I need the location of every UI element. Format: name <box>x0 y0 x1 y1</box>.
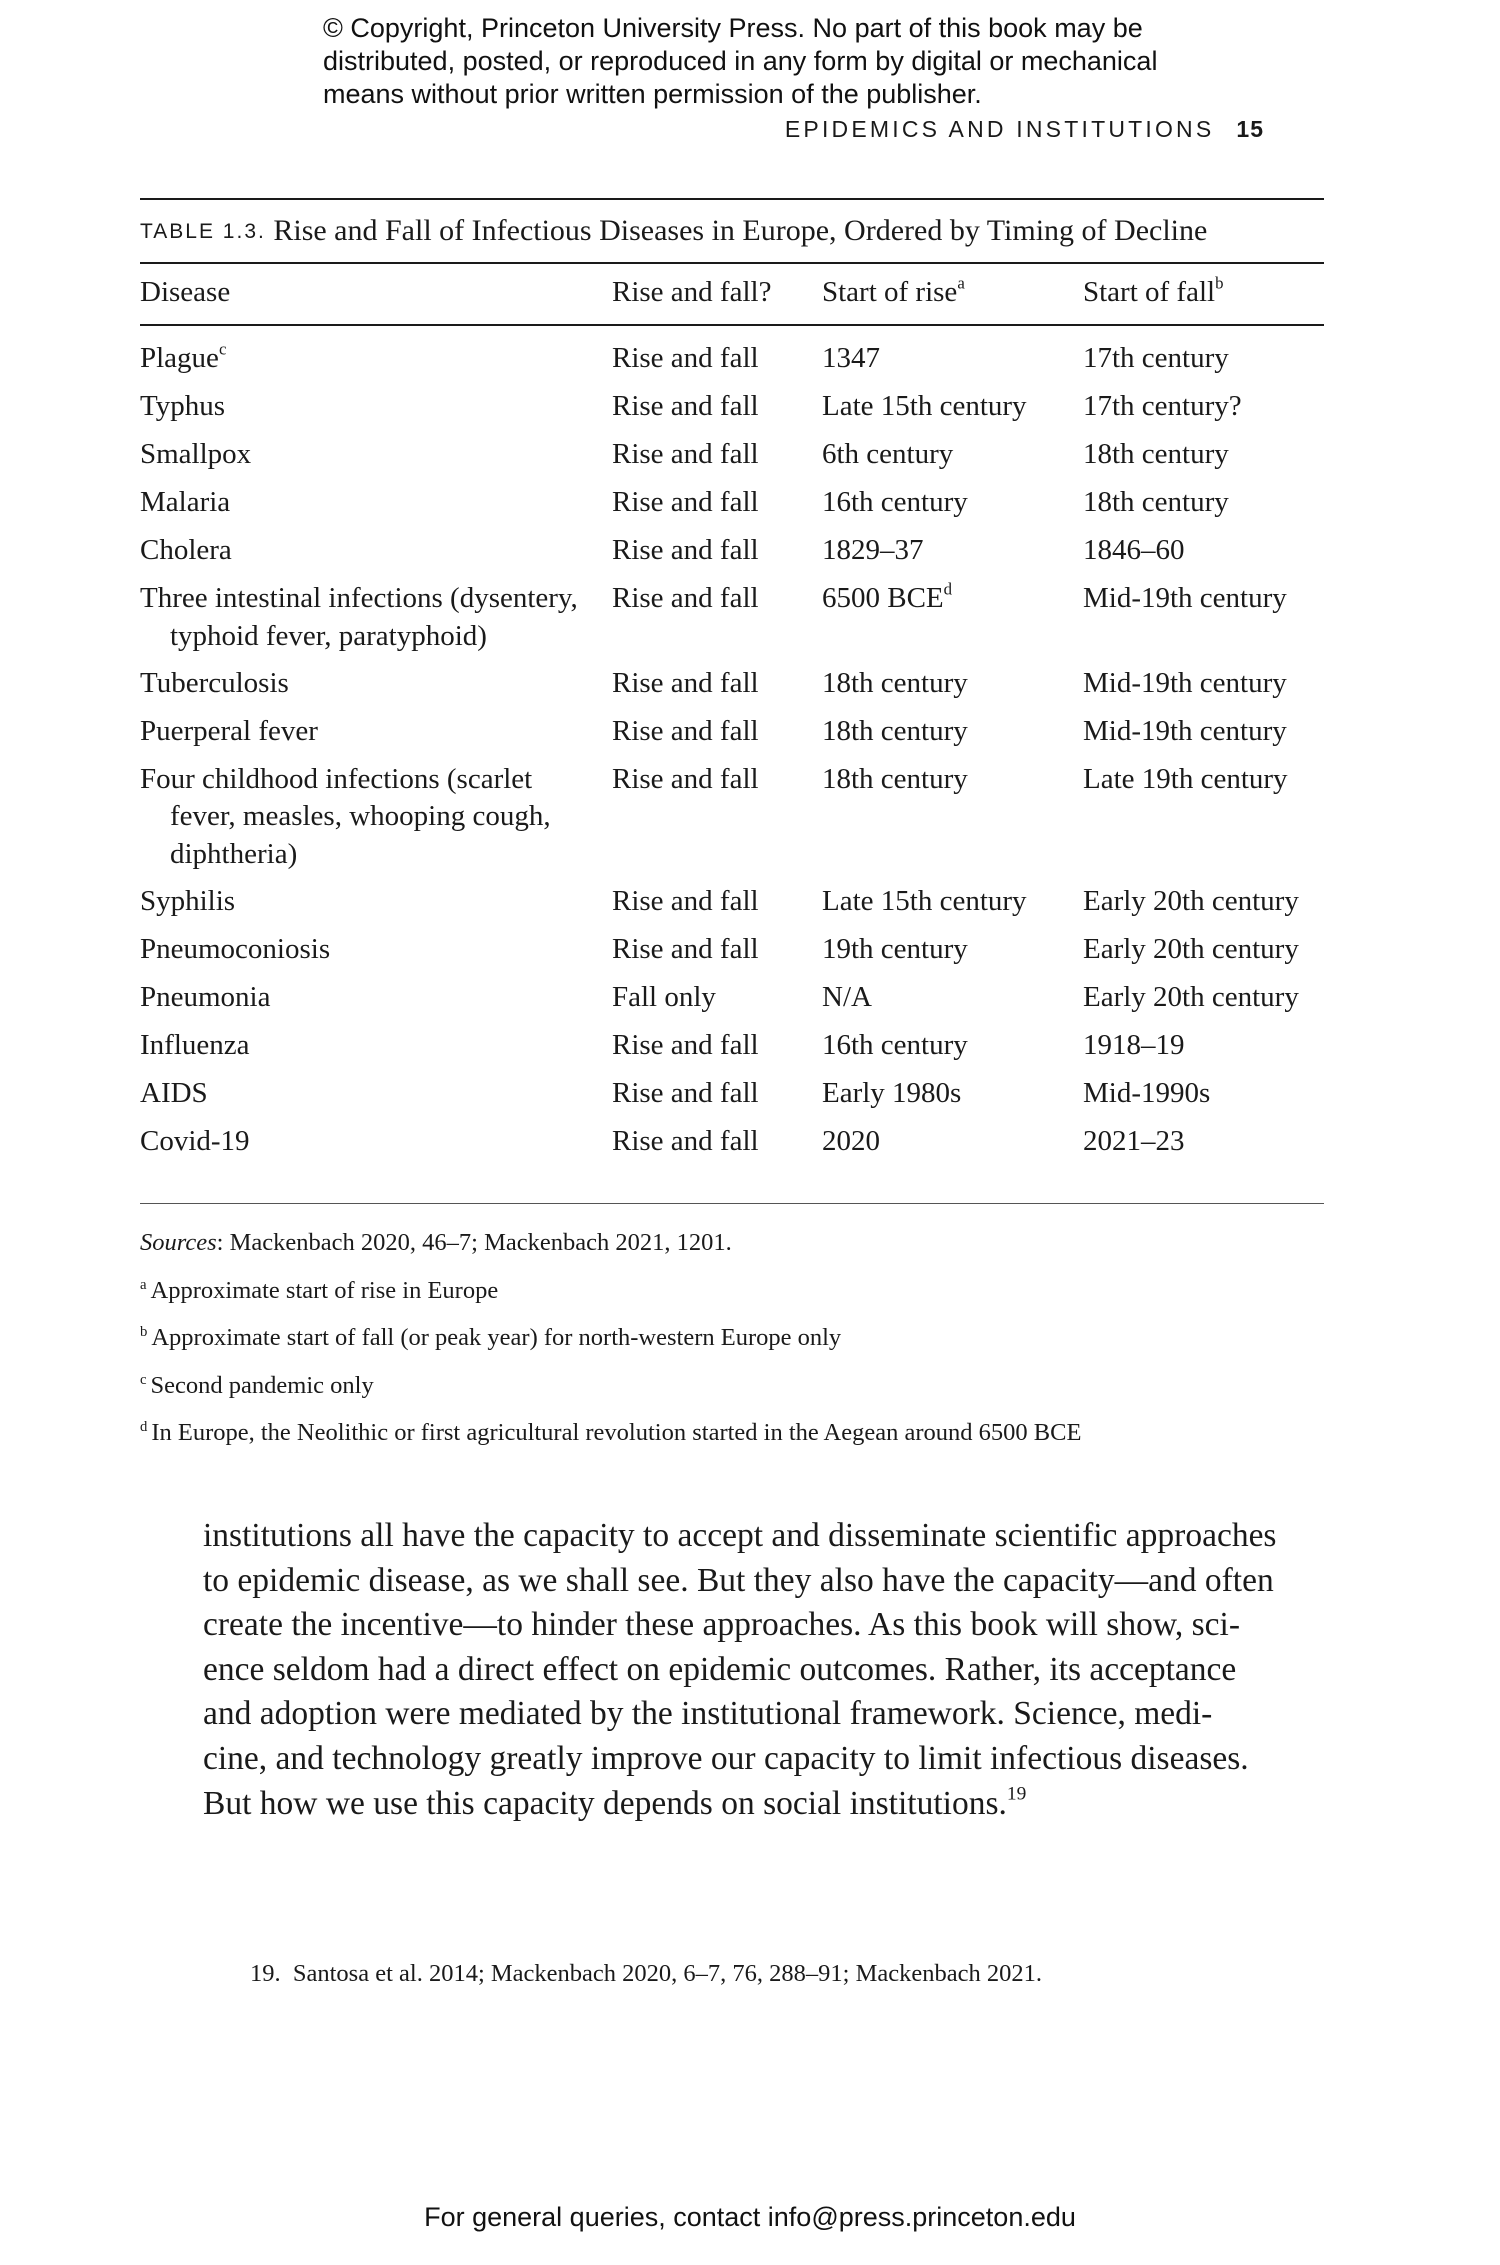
cell-disease <box>140 883 600 921</box>
cell-start-of-fall-text: 17th century? <box>1083 390 1242 422</box>
body-last-line-text: But how we use this capacity depends on social institutions. <box>203 1784 1007 1822</box>
table-caption-text: Rise and Fall of Infectious Diseases in Europe, Ordered by Timing of Decline <box>273 214 1208 247</box>
table-row <box>0 388 1500 426</box>
cell-start-of-rise-text: N/A <box>822 980 872 1013</box>
cell-disease <box>140 761 600 874</box>
table-row <box>0 484 1500 522</box>
table-row <box>0 1027 1500 1065</box>
cell-start-of-fall-text: 2021–23 <box>1083 1124 1185 1157</box>
cell-rise-and-fall <box>612 1075 759 1113</box>
cell-rise-and-fall <box>612 580 759 618</box>
cell-start-of-fall <box>1083 761 1288 799</box>
cell-start-of-fall <box>1083 1075 1210 1113</box>
cell-disease-text: Pneumonia <box>140 980 271 1013</box>
cell-start-of-fall <box>1083 532 1185 570</box>
cell-rise-and-fall-text: Rise and fall <box>612 486 759 518</box>
cell-disease-text: Malaria <box>140 486 231 518</box>
cell-rise-and-fall-text: Rise and fall <box>612 762 759 795</box>
note-a-mark: a <box>140 1276 147 1293</box>
table-row <box>0 761 1500 874</box>
body-line-5: and adoption were mediated by the institutional framework. Science, medi- <box>203 1695 1213 1733</box>
cell-start-of-rise-text: 6500 BCE <box>822 582 944 614</box>
note-b-mark: b <box>140 1324 148 1341</box>
body-line-1: institutions all have the capacity to accept and disseminate scientific approaches <box>203 1517 1277 1554</box>
cell-start-of-rise-text: 18th century <box>822 667 968 699</box>
cell-rise-and-fall <box>612 388 759 426</box>
cell-start-of-fall <box>1083 340 1229 378</box>
cell-disease-text: Covid-19 <box>140 1124 250 1157</box>
table-caption-rule <box>140 262 1324 264</box>
cell-start-of-fall-text: 1846–60 <box>1083 534 1185 566</box>
cell-rise-and-fall <box>612 436 759 474</box>
cell-disease <box>140 1123 600 1161</box>
cell-rise-and-fall <box>612 484 759 522</box>
table-row <box>0 979 1500 1017</box>
cell-rise-and-fall-text: Rise and fall <box>612 885 759 917</box>
cell-start-of-rise-text: Late 15th century <box>822 390 1027 422</box>
note-d-mark: d <box>140 1419 148 1436</box>
table-row <box>0 665 1500 703</box>
cell-start-of-rise <box>822 979 872 1017</box>
cell-rise-and-fall-text: Rise and fall <box>612 342 759 374</box>
cell-start-of-fall-text: Mid-1990s <box>1083 1076 1211 1109</box>
note-c-text: Second pandemic only <box>150 1371 374 1399</box>
cell-start-of-fall-text: Early 20th century <box>1083 932 1299 965</box>
table-header-rule <box>140 324 1324 326</box>
cell-start-of-rise-text: 18th century <box>822 715 968 747</box>
copyright-notice <box>323 12 1323 111</box>
cell-start-of-fall <box>1083 979 1299 1017</box>
cell-start-of-fall <box>1083 1123 1185 1161</box>
copyright-line-1: © Copyright, Princeton University Press. No part of this book may be <box>323 13 1143 43</box>
cell-rise-and-fall-text: Rise and fall <box>612 932 759 965</box>
table-body <box>0 340 1500 1160</box>
cell-disease <box>140 665 600 703</box>
cell-rise-and-fall-text: Rise and fall <box>612 534 759 566</box>
cell-disease-text: Plague <box>140 342 219 374</box>
footnote-19 <box>250 1960 1042 1988</box>
cell-disease <box>140 1075 600 1113</box>
table-row <box>0 436 1500 474</box>
cell-rise-and-fall <box>612 665 759 703</box>
cell-rise-and-fall <box>612 1123 759 1161</box>
cell-start-of-rise <box>822 713 968 751</box>
table-note-b <box>140 1320 1320 1368</box>
cell-start-of-fall <box>1083 665 1287 703</box>
cell-start-of-rise <box>822 532 924 570</box>
sources-text: : Mackenbach 2020, 46–7; Mackenbach 2021, 1201. <box>216 1229 732 1256</box>
cell-start-of-fall-text: Late 19th century <box>1083 762 1288 795</box>
table-bottom-rule <box>140 1203 1324 1204</box>
cell-disease <box>140 388 600 426</box>
cell-start-of-rise <box>822 580 952 618</box>
cell-start-of-fall <box>1083 580 1287 618</box>
cell-start-of-fall <box>1083 1027 1185 1065</box>
cell-rise-and-fall-text: Fall only <box>612 980 716 1013</box>
body-line-7 <box>203 1782 1263 1827</box>
cell-start-of-fall <box>1083 436 1229 474</box>
cell-start-of-fall-text: Mid-19th century <box>1083 667 1287 699</box>
cell-disease <box>140 532 600 570</box>
cell-rise-and-fall-text: Rise and fall <box>612 1076 759 1109</box>
cell-disease <box>140 484 600 522</box>
cell-start-of-fall-text: 1918–19 <box>1083 1028 1185 1061</box>
cell-start-of-rise-text: 6th century <box>822 438 954 470</box>
cell-disease-text: Pneumoconiosis <box>140 932 331 965</box>
cell-start-of-fall <box>1083 883 1299 921</box>
running-head-title: EPIDEMICS AND INSTITUTIONS <box>784 116 1215 142</box>
cell-rise-and-fall-text: Rise and fall <box>612 1028 759 1061</box>
header-rise-and-fall: Rise and fall? <box>612 276 772 308</box>
table-row <box>0 580 1500 655</box>
cell-start-of-rise <box>822 436 953 474</box>
table-caption <box>140 214 1207 248</box>
running-head <box>785 116 1264 143</box>
cell-start-of-fall-text: Mid-19th century <box>1083 582 1287 614</box>
cell-disease-text: Smallpox <box>140 438 252 470</box>
cell-start-of-rise-text: 1829–37 <box>822 534 924 566</box>
table-row <box>0 1123 1500 1161</box>
cell-disease <box>140 979 600 1017</box>
cell-start-of-fall <box>1083 388 1242 426</box>
cell-rise-and-fall-text: Rise and fall <box>612 1124 759 1157</box>
footer-contact: For general queries, contact info@press.princeton.edu <box>424 2202 1076 2232</box>
cell-disease-text: Four childhood infections (scarlet fever, measles, whooping cough, diphtheria) <box>140 762 551 870</box>
header-start-of-fall <box>1083 273 1224 309</box>
cell-start-of-rise <box>822 1027 968 1065</box>
table-label: TABLE 1.3. <box>140 220 266 243</box>
cell-disease-text: Influenza <box>140 1028 250 1061</box>
cell-rise-and-fall-text: Rise and fall <box>612 390 759 422</box>
cell-disease <box>140 1027 600 1065</box>
body-line-3: create the incentive—to hinder these approaches. As this book will show, sci- <box>203 1606 1240 1644</box>
table-row <box>0 532 1500 570</box>
cell-disease-text: Typhus <box>140 390 225 422</box>
cell-disease <box>140 340 600 378</box>
cell-rise-and-fall <box>612 979 716 1017</box>
sources-label: Sources <box>140 1229 217 1256</box>
cell-rise-and-fall-text: Rise and fall <box>612 667 759 699</box>
cell-start-of-rise-text: 2020 <box>822 1124 880 1157</box>
note-b-text: Approximate start of fall (or peak year) for north-western Europe only <box>151 1324 842 1351</box>
cell-disease <box>140 436 600 474</box>
table-row <box>0 931 1500 969</box>
cell-start-of-rise <box>822 883 1027 921</box>
header-start-of-rise-text: Start of rise <box>822 276 958 308</box>
cell-start-of-rise-text: 16th century <box>822 1028 968 1061</box>
cell-disease-text: Three intestinal infections (dysentery, typhoid fever, paratyphoid) <box>140 582 578 652</box>
table-row <box>0 1075 1500 1113</box>
cell-disease-text: AIDS <box>140 1076 208 1109</box>
cell-rise-and-fall-text: Rise and fall <box>612 438 759 470</box>
cell-start-of-rise <box>822 761 968 799</box>
cell-start-of-fall <box>1083 713 1287 751</box>
body-line-2: to epidemic disease, as we shall see. But they also have the capacity—and often <box>203 1561 1274 1599</box>
body-line-6: cine, and technology greatly improve our capacity to limit infectious diseases. <box>203 1739 1249 1777</box>
table-sources <box>140 1225 1320 1273</box>
cell-start-of-rise-text: 18th century <box>822 762 968 795</box>
note-c-mark: c <box>140 1371 147 1388</box>
cell-rise-and-fall <box>612 340 759 378</box>
cell-start-of-fall-text: Early 20th century <box>1083 980 1299 1013</box>
cell-start-of-rise <box>822 1075 961 1113</box>
cell-rise-and-fall-text: Rise and fall <box>612 715 759 747</box>
cell-start-of-rise-text: 16th century <box>822 486 968 518</box>
cell-disease <box>140 713 600 751</box>
note-d-text: In Europe, the Neolithic or first agricultural revolution started in the Aegean around 6500 BCE <box>151 1419 1082 1446</box>
body-paragraph <box>203 1514 1277 1826</box>
cell-start-of-fall <box>1083 931 1299 969</box>
table-row <box>0 713 1500 751</box>
body-line-4: ence seldom had a direct effect on epidemic outcomes. Rather, its acceptance <box>203 1650 1237 1688</box>
cell-disease-note-mark: c <box>218 339 227 359</box>
cell-disease-text: Tuberculosis <box>140 667 289 699</box>
note-a-text: Approximate start of rise in Europe <box>150 1276 499 1304</box>
cell-start-of-rise-text: 1347 <box>822 342 880 374</box>
footnote-number: 19. <box>250 1960 281 1987</box>
cell-disease-text: Syphilis <box>140 885 236 917</box>
cell-start-of-rise <box>822 388 1027 426</box>
cell-start-of-rise <box>822 665 968 703</box>
cell-rise-and-fall <box>612 1027 759 1065</box>
cell-start-of-rise <box>822 1123 880 1161</box>
copyright-line-2: distributed, posted, or reproduced in any form by digital or mechanical <box>323 46 1158 76</box>
cell-start-of-rise-text: 19th century <box>822 932 968 965</box>
header-start-of-fall-note-mark: b <box>1215 273 1224 293</box>
cell-start-of-rise <box>822 484 968 522</box>
footnote-reference: 19 <box>1006 1783 1027 1804</box>
cell-rise-and-fall <box>612 532 759 570</box>
table-row <box>0 340 1500 378</box>
header-start-of-fall-text: Start of fall <box>1083 276 1216 308</box>
table-top-rule <box>140 198 1324 200</box>
cell-disease <box>140 580 600 655</box>
table-notes <box>140 1225 1320 1463</box>
table-note-c <box>140 1368 1320 1416</box>
table-note-d <box>140 1415 1320 1463</box>
cell-start-of-fall-text: Mid-19th century <box>1083 715 1287 747</box>
cell-start-of-fall-text: Early 20th century <box>1083 885 1299 917</box>
table-note-a <box>140 1273 1320 1321</box>
footnote-text: Santosa et al. 2014; Mackenbach 2020, 6–7, 76, 288–91; Mackenbach 2021. <box>292 1960 1043 1987</box>
cell-start-of-rise-text: Late 15th century <box>822 885 1027 917</box>
cell-rise-and-fall <box>612 883 759 921</box>
cell-rise-and-fall-text: Rise and fall <box>612 582 759 614</box>
header-start-of-rise-note-mark: a <box>957 273 965 293</box>
cell-start-of-fall-text: 18th century <box>1083 438 1229 470</box>
cell-disease-text: Puerperal fever <box>140 715 318 747</box>
cell-start-of-fall-text: 18th century <box>1083 486 1229 518</box>
copyright-line-3: means without prior written permission of the publisher. <box>323 79 982 109</box>
cell-start-of-rise <box>822 340 880 378</box>
header-disease: Disease <box>140 276 231 308</box>
cell-start-of-rise-note-mark: d <box>943 579 953 599</box>
cell-start-of-rise <box>822 931 968 969</box>
cell-start-of-rise-text: Early 1980s <box>822 1076 962 1109</box>
cell-start-of-fall-text: 17th century <box>1083 342 1229 374</box>
cell-rise-and-fall <box>612 713 759 751</box>
cell-disease-text: Cholera <box>140 534 232 566</box>
header-start-of-rise <box>822 273 965 309</box>
table-row <box>0 883 1500 921</box>
cell-rise-and-fall <box>612 931 759 969</box>
cell-disease <box>140 931 600 969</box>
page-number: 15 <box>1236 116 1264 142</box>
cell-rise-and-fall <box>612 761 759 799</box>
cell-start-of-fall <box>1083 484 1229 522</box>
